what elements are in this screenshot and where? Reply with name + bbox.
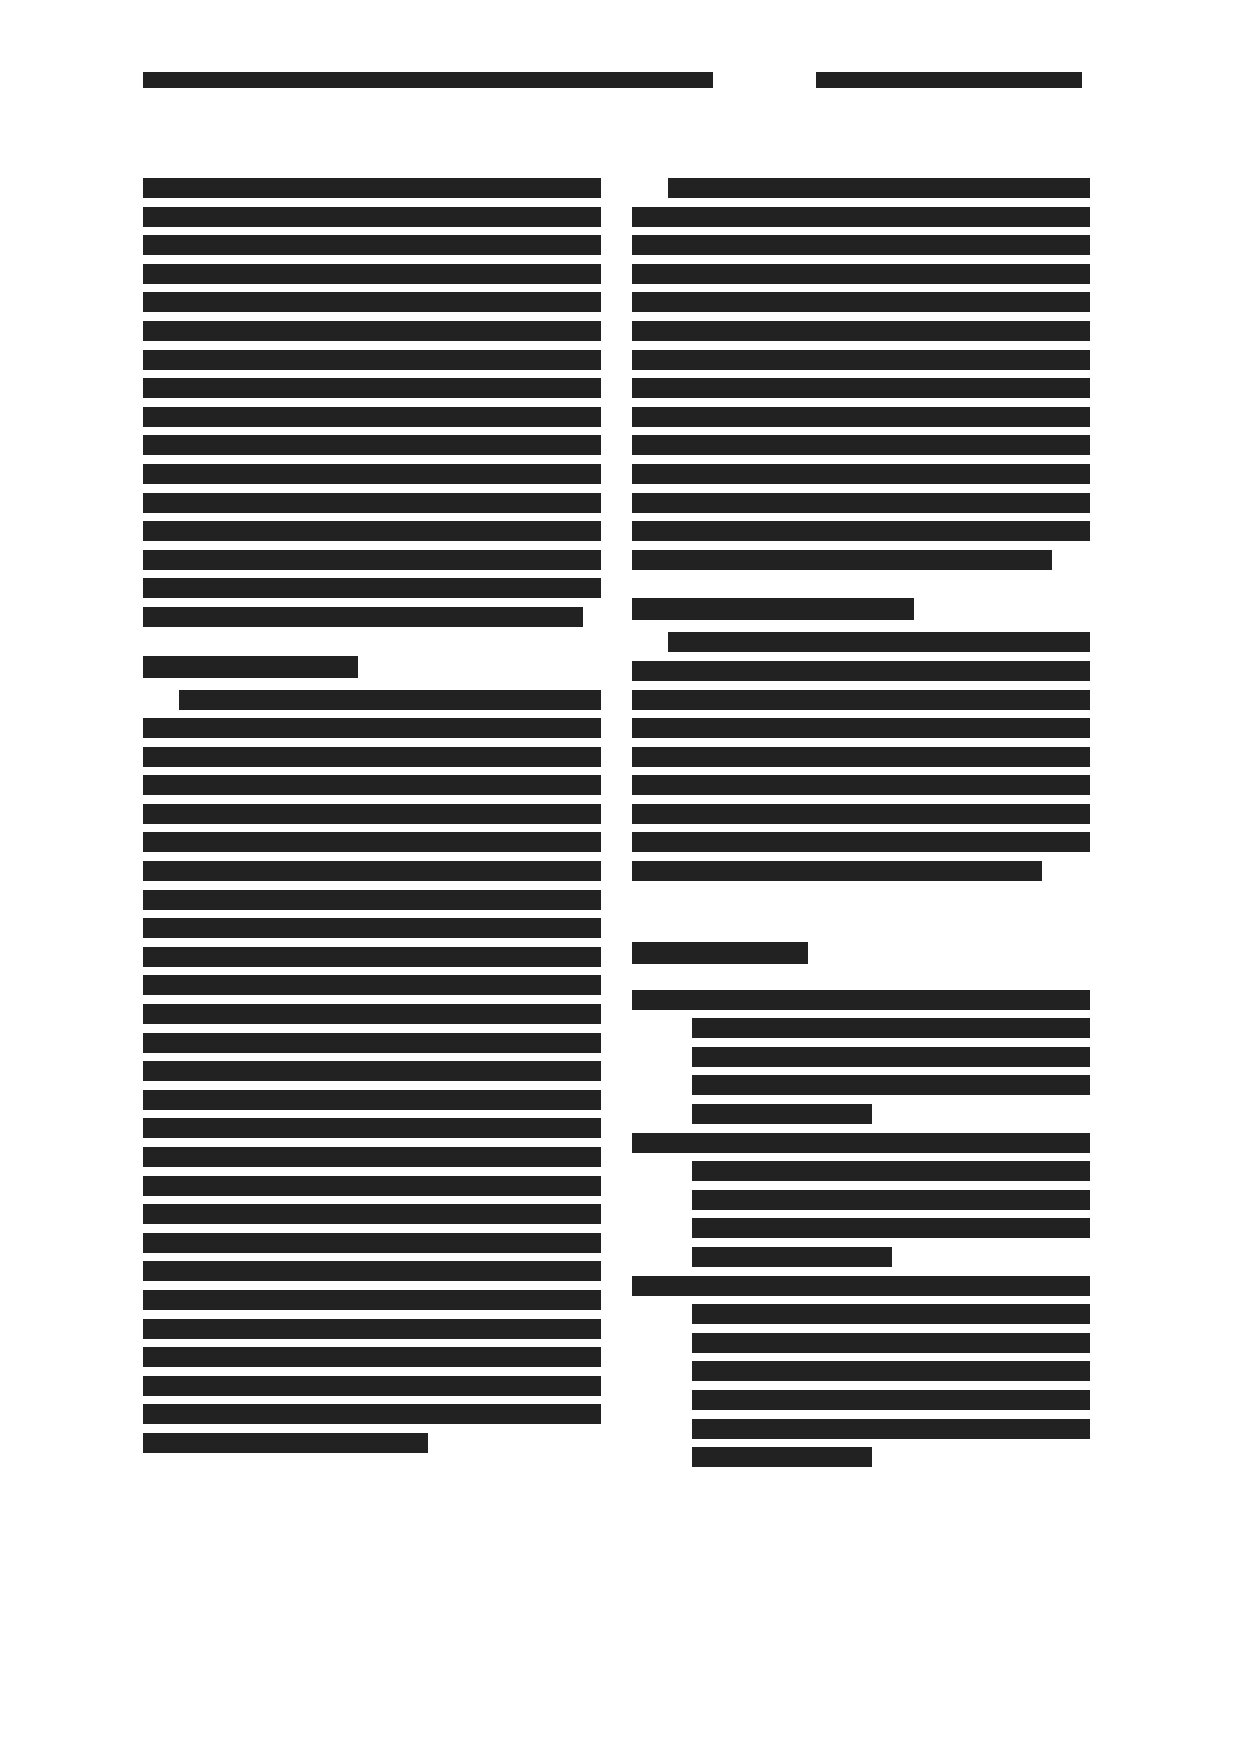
body-paragraph (143, 178, 601, 627)
section-heading (632, 598, 914, 620)
reference-list (632, 990, 1090, 1468)
reference-item (632, 990, 1090, 1124)
running-header-left (143, 72, 713, 88)
section-heading-references (632, 942, 808, 964)
running-header-right (816, 72, 1082, 88)
reference-item (632, 1276, 1090, 1468)
body-paragraph (632, 178, 1090, 570)
reference-item (632, 1133, 1090, 1267)
left-column (143, 178, 601, 1462)
section-heading (143, 656, 358, 678)
right-column (632, 178, 1090, 1476)
body-paragraph (143, 690, 601, 1453)
body-paragraph (632, 632, 1090, 881)
